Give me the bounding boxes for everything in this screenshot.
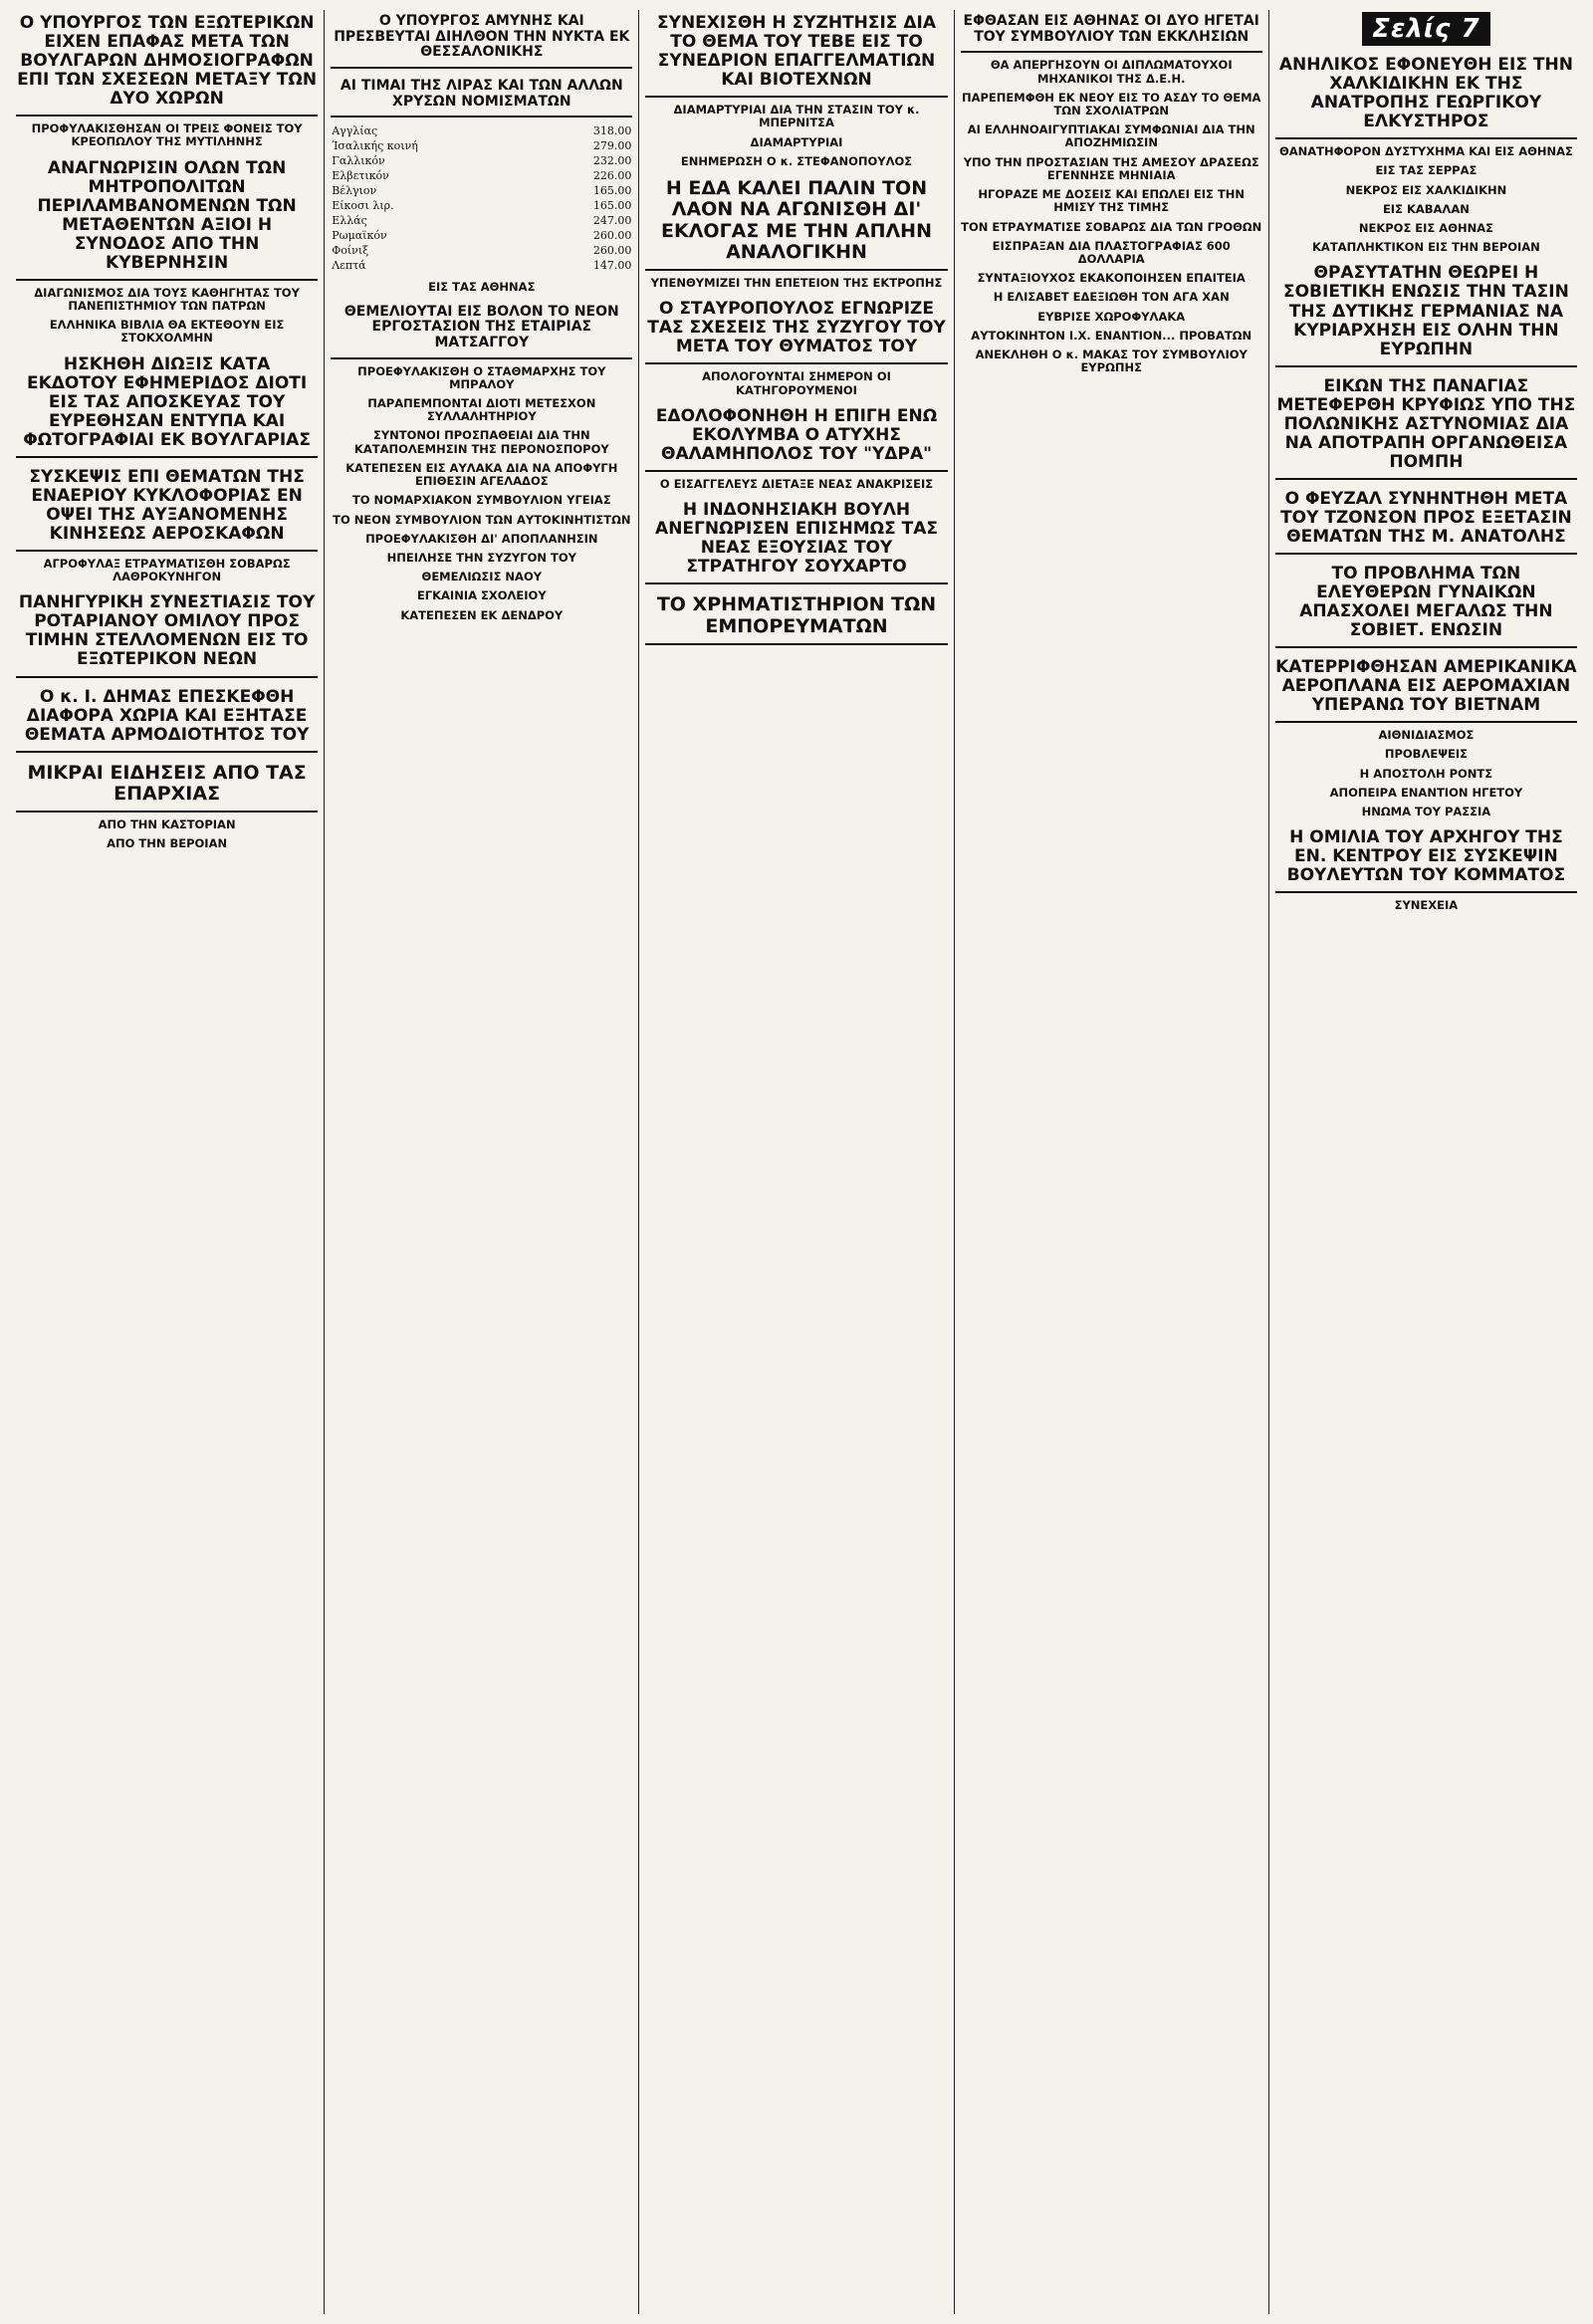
price-label: Αγγλίας bbox=[332, 124, 378, 138]
headline: ΣΥΝΕΧΙΣΘΗ Η ΣΥΖΗΤΗΣΙΣ ΔΙΑ ΤΟ ΘΕΜΑ ΤΟΥ ΤΕΒΕ ΕΙΣ ΤΟ ΣΥΝΕΔΡΙΟΝ ΕΠΑΓΓΕΛΜΑΤΙΩΝ ΚΑΙ ΒΙΟΤΕΧΝΩΝ bbox=[645, 10, 947, 98]
headline: Η ΕΔΑ ΚΑΛΕΙ ΠΑΛΙΝ ΤΟΝ ΛΑΟΝ ΝΑ ΑΓΩΝΙΣΘΗ ΔΙ' ΕΚΛΟΓΑΣ ΜΕ ΤΗΝ ΑΠΛΗΝ ΑΝΑΛΟΓΙΚΗΝ bbox=[645, 174, 947, 271]
subheadline: ΠΡΟΕΦΥΛΑΚΙΣΘΗ ΔΙ' ΑΠΟΠΛΑΝΗΣΙΝ bbox=[365, 531, 598, 546]
column-3 bbox=[639, 10, 954, 2314]
price-value: 165.00 bbox=[592, 184, 632, 198]
price-row bbox=[331, 138, 632, 153]
headline: ΤΟ ΧΡΗΜΑΤΙΣΤΗΡΙΟΝ ΤΩΝ ΕΜΠΟΡΕΥΜΑΤΩΝ bbox=[645, 590, 947, 645]
masthead bbox=[1275, 12, 1577, 46]
headline: ΕΙΚΩΝ ΤΗΣ ΠΑΝΑΓΙΑΣ ΜΕΤΕΦΕΡΘΗ ΚΡΥΦΙΩΣ ΥΠΟ ΤΗΣ ΠΟΛΩΝΙΚΗΣ ΑΣΤΥΝΟΜΙΑΣ ΔΙΑ ΝΑ ΑΠΟΤΡΑΠΗ ΟΡΓΑΝΩΘΕΙΣΑ ΠΟΜΠΗ bbox=[1275, 373, 1577, 480]
price-value: 165.00 bbox=[592, 199, 632, 213]
subheadline: ΣΥΝΤΑΞΙΟΥΧΟΣ ΕΚΑΚΟΠΟΙΗΣΕΝ ΕΠΑΙΤΕΙΑ bbox=[977, 271, 1246, 286]
headline: ΜΙΚΡΑΙ ΕΙΔΗΣΕΙΣ ΑΠΟ ΤΑΣ ΕΠΑΡΧΙΑΣ bbox=[16, 759, 318, 813]
subheadline: ΑΠΟΠΕΙΡΑ ΕΝΑΝΤΙΟΝ ΗΓΕΤΟΥ bbox=[1329, 785, 1523, 800]
subheadline: ΘΕΜΕΛΙΩΣΙΣ ΝΑΟΥ bbox=[421, 570, 543, 584]
price-row bbox=[331, 123, 632, 138]
price-value: 247.00 bbox=[592, 214, 632, 228]
subheadline: ΑΠΟ ΤΗΝ ΒΕΡΟΙΑΝ bbox=[107, 836, 228, 851]
price-label: Λεπτά bbox=[332, 259, 366, 273]
column-1 bbox=[10, 10, 325, 2314]
subheadline: ΕΙΣ ΤΑΣ ΑΘΗΝΑΣ bbox=[428, 280, 536, 295]
subheadline: ΗΓΟΡΑΖΕ ΜΕ ΔΟΣΕΙΣ ΚΑΙ ΕΠΩΛΕΙ ΕΙΣ ΤΗΝ ΗΜΙΣΥ ΤΗΣ ΤΙΜΗΣ bbox=[978, 187, 1245, 215]
headline: ΑΝΑΓΝΩΡΙΣΙΝ ΟΛΩΝ ΤΩΝ ΜΗΤΡΟΠΟΛΙΤΩΝ ΠΕΡΙΛΑΜΒΑΝΟΜΕΝΩΝ ΤΩΝ ΜΕΤΑΘΕΝΤΩΝ ΑΞΙΟΙ Η ΣΥΝΟΔΟΣ ΑΠΟ ΤΗΝ ΚΥΒΕΡΝΗΣΙΝ bbox=[16, 155, 318, 281]
headline: ΣΥΣΚΕΨΙΣ ΕΠΙ ΘΕΜΑΤΩΝ ΤΗΣ ΕΝΑΕΡΙΟΥ ΚΥΚΛΟΦΟΡΙΑΣ ΕΝ ΟΨΕΙ ΤΗΣ ΑΥΞΑΝΟΜΕΝΗΣ ΚΙΝΗΣΕΩΣ ΑΕΡΟΣΚΑΦΩΝ bbox=[16, 464, 318, 552]
subheadline: ΗΠΕΙΛΗΣΕ ΤΗΝ ΣΥΖΥΓΟΝ ΤΟΥ bbox=[386, 551, 576, 565]
headline: ΑΙ ΤΙΜΑΙ ΤΗΣ ΛΙΡΑΣ ΚΑΙ ΤΩΝ ΑΛΛΩΝ ΧΡΥΣΩΝ ΝΟΜΙΣΜΑΤΩΝ bbox=[331, 75, 632, 117]
subheadline: ΝΕΚΡΟΣ ΕΙΣ ΑΘΗΝΑΣ bbox=[1358, 221, 1493, 235]
headline: Ο ΥΠΟΥΡΓΟΣ ΤΩΝ ΕΞΩΤΕΡΙΚΩΝ ΕΙΧΕΝ ΕΠΑΦΑΣ ΜΕΤΑ ΤΩΝ ΒΟΥΛΓΑΡΩΝ ΔΗΜΟΣΙΟΓΡΑΦΩΝ ΕΠΙ ΤΩΝ ΣΧΕΣΕΩΝ ΜΕΤΑΞΥ ΤΩΝ ΔΥΟ ΧΩΡΩΝ bbox=[16, 10, 318, 116]
price-row bbox=[331, 183, 632, 198]
subheadline: ΔΙΑΜΑΡΤΥΡΙΑΙ bbox=[750, 134, 843, 149]
price-label: Είκοσι λιρ. bbox=[332, 199, 394, 213]
subheadline: ΘΑ ΑΠΕΡΓΗΣΟΥΝ ΟΙ ΔΙΠΛΩΜΑΤΟΥΧΟΙ ΜΗΧΑΝΙΚΟΙ ΤΗΣ Δ.Ε.Η. bbox=[990, 58, 1233, 86]
subheadline: ΠΑΡΕΠΕΜΦΘΗ ΕΚ ΝΕΟΥ ΕΙΣ ΤΟ ΑΣΔΥ ΤΟ ΘΕΜΑ ΤΩΝ ΣΧΟΛΙΑΤΡΩΝ bbox=[961, 90, 1261, 117]
subheadline: ΕΙΣΠΡΑΞΑΝ ΔΙΑ ΠΛΑΣΤΟΓΡΑΦΙΑΣ 600 ΔΟΛΛΑΡΙΑ bbox=[992, 238, 1231, 266]
price-label: Ελβετικόν bbox=[332, 169, 389, 183]
subheadline: ΕΝΗΜΕΡΩΣΗ Ο κ. ΣΤΕΦΑΝΟΠΟΥΛΟΣ bbox=[680, 153, 913, 168]
page-label: Σελίς 7 bbox=[1362, 12, 1489, 46]
subheadline: ΑΠΟΛΟΓΟΥΝΤΑΙ ΣΗΜΕΡΟΝ ΟΙ ΚΑΤΗΓΟΡΟΥΜΕΝΟΙ bbox=[702, 369, 891, 397]
headline: Ο κ. Ι. ΔΗΜΑΣ ΕΠΕΣΚΕΦΘΗ ΔΙΑΦΟΡΑ ΧΩΡΙΑ ΚΑΙ ΕΞΗΤΑΣΕ ΘΕΜΑΤΑ ΑΡΜΟΔΙΟΤΗΤΟΣ ΤΟΥ bbox=[16, 684, 318, 753]
price-value: 318.00 bbox=[592, 124, 632, 138]
price-value: 232.00 bbox=[592, 154, 632, 168]
subheadline: ΑΓΡΟΦΥΛΑΞ ΕΤΡΑΥΜΑΤΙΣΘΗ ΣΟΒΑΡΩΣ ΛΑΘΡΟΚΥΝΗΓΟΝ bbox=[43, 556, 291, 584]
subheadline: ΠΡΟΒΛΕΨΕΙΣ bbox=[1384, 747, 1468, 762]
headline: Η ΙΝΔΟΝΗΣΙΑΚΗ ΒΟΥΛΗ ΑΝΕΓΝΩΡΙΣΕΝ ΕΠΙΣΗΜΩΣ ΤΑΣ ΝΕΑΣ ΕΞΟΥΣΙΑΣ ΤΟΥ ΣΤΡΑΤΗΓΟΥ ΣΟΥΧΑΡΤΟ bbox=[645, 497, 947, 584]
subheadline: ΘΑΝΑΤΗΦΟΡΟΝ ΔΥΣΤΥΧΗΜΑ ΚΑΙ ΕΙΣ ΑΘΗΝΑΣ bbox=[1278, 144, 1573, 159]
headline: Ο ΥΠΟΥΡΓΟΣ ΑΜΥΝΗΣ ΚΑΙ ΠΡΕΣΒΕΥΤΑΙ ΔΙΗΛΘΟΝ ΤΗΝ ΝΥΚΤΑ ΕΚ ΘΕΣΣΑΛΟΝΙΚΗΣ bbox=[331, 10, 632, 69]
price-label: Ίσαλικής κοινή bbox=[332, 139, 418, 153]
headline: Η ΟΜΙΛΙΑ ΤΟΥ ΑΡΧΗΓΟΥ ΤΗΣ ΕΝ. ΚΕΝΤΡΟΥ ΕΙΣ ΣΥΣΚΕΨΙΝ ΒΟΥΛΕΥΤΩΝ ΤΟΥ ΚΟΜΜΑΤΟΣ bbox=[1275, 824, 1577, 893]
subheadline: ΕΙΣ ΚΑΒΑΛΑΝ bbox=[1382, 201, 1470, 216]
subheadline: ΚΑΤΕΠΕΣΕΝ ΕΙΣ ΑΥΛΑΚΑ ΔΙΑ ΝΑ ΑΠΟΦΥΓΗ ΕΠΙΘΕΣΙΝ ΑΓΕΛΑΔΟΣ bbox=[345, 460, 618, 489]
subheadline: ΔΙΑΓΩΝΙΣΜΟΣ ΔΙΑ ΤΟΥΣ ΚΑΘΗΓΗΤΑΣ ΤΟΥ ΠΑΝΕΠΙΣΤΗΜΙΟΥ ΤΩΝ ΠΑΤΡΩΝ bbox=[34, 285, 300, 313]
headline: ΘΕΜΕΛΙΟΥΤΑΙ ΕΙΣ ΒΟΛΟΝ ΤΟ ΝΕΟΝ ΕΡΓΟΣΤΑΣΙΟΝ ΤΗΣ ΕΤΑΙΡΙΑΣ ΜΑΤΣΑΓΓΟΥ bbox=[331, 301, 632, 359]
subheadline: ΕΥΒΡΙΣΕ ΧΩΡΟΦΥΛΑΚΑ bbox=[1037, 309, 1186, 324]
column-2 bbox=[325, 10, 639, 2314]
price-row bbox=[331, 168, 632, 183]
subheadline: ΠΑΡΑΠΕΜΠΟΝΤΑΙ ΔΙΟΤΙ ΜΕΤΕΣΧΟΝ ΣΥΛΛΑΛΗΤΗΡΙΟΥ bbox=[367, 396, 596, 424]
headline: Ο ΦΕΥΖΑΛ ΣΥΝΗΝΤΗΘΗ ΜΕΤΑ ΤΟΥ ΤΖΟΝΣΟΝ ΠΡΟΣ ΕΞΕΤΑΣΙΝ ΘΕΜΑΤΩΝ ΤΗΣ Μ. ΑΝΑΤΟΛΗΣ bbox=[1275, 486, 1577, 555]
column-5 bbox=[1269, 10, 1583, 2314]
price-row bbox=[331, 153, 632, 168]
headline: ΚΑΤΕΡΡΙΦΘΗΣΑΝ ΑΜΕΡΙΚΑΝΙΚΑ ΑΕΡΟΠΛΑΝΑ ΕΙΣ ΑΕΡΟΜΑΧΙΑΝ ΥΠΕΡΑΝΩ ΤΟΥ ΒΙΕΤΝΑΜ bbox=[1275, 654, 1577, 723]
subheadline: ΚΑΤΕΠΕΣΕΝ ΕΚ ΔΕΝΔΡΟΥ bbox=[400, 607, 564, 622]
subheadline: ΣΥΝΕΧΕΙΑ bbox=[1394, 898, 1459, 913]
price-label: Ελλάς bbox=[332, 214, 367, 228]
headline: ΕΔΟΛΟΦΟΝΗΘΗ Η ΕΠΙΓΗ ΕΝΩ ΕΚΟΛΥΜΒΑ Ο ΑΤΥΧΗΣ ΘΑΛΑΜΗΠΟΛΟΣ ΤΟΥ "ΥΔΡΑ" bbox=[645, 403, 947, 472]
price-row bbox=[331, 213, 632, 228]
subheadline: ΑΠΟ ΤΗΝ ΚΑΣΤΟΡΙΑΝ bbox=[98, 817, 236, 832]
subheadline: Ο ΕΙΣΑΓΓΕΛΕΥΣ ΔΙΕΤΑΞΕ ΝΕΑΣ ΑΝΑΚΡΙΣΕΙΣ bbox=[659, 476, 934, 491]
subheadline: ΕΓΚΑΙΝΙΑ ΣΧΟΛΕΙΟΥ bbox=[416, 588, 547, 603]
subheadline: ΥΠΟ ΤΗΝ ΠΡΟΣΤΑΣΙΑΝ ΤΗΣ ΑΜΕΣΟΥ ΔΡΑΣΕΩΣ ΕΓΕΝΝΗΣΕ ΜΗΝΙΑΙΑ bbox=[963, 154, 1259, 182]
price-label: Βέλγιον bbox=[332, 184, 377, 198]
subheadline: Η ΕΛΙΣΑΒΕΤ ΕΔΕΞΙΩΘΗ ΤΟΝ ΑΓΑ ΧΑΝ bbox=[993, 290, 1230, 305]
subheadline: ΑΙ ΕΛΛΗΝΟΑΙΓΥΠΤΙΑΚΑΙ ΣΥΜΦΩΝΙΑΙ ΔΙΑ ΤΗΝ ΑΠΟΖΗΜΙΩΣΙΝ bbox=[967, 122, 1255, 150]
price-value: 226.00 bbox=[592, 169, 632, 183]
subheadline: ΤΟΝ ΕΤΡΑΥΜΑΤΙΣΕ ΣΟΒΑΡΩΣ ΔΙΑ ΤΩΝ ΓΡΟΘΩΝ bbox=[961, 219, 1262, 234]
price-value: 260.00 bbox=[592, 244, 632, 258]
subheadline: Η ΑΠΟΣΤΟΛΗ ΡΟΝΤΣ bbox=[1359, 766, 1493, 781]
headline: ΕΦΘΑΣΑΝ ΕΙΣ ΑΘΗΝΑΣ ΟΙ ΔΥΟ ΗΓΕΤΑΙ ΤΟΥ ΣΥΜΒΟΥΛΙΟΥ ΤΩΝ ΕΚΚΛΗΣΙΩΝ bbox=[961, 10, 1262, 53]
subheadline: ΣΥΝΤΟΝΟΙ ΠΡΟΣΠΑΘΕΙΑΙ ΔΙΑ ΤΗΝ ΚΑΤΑΠΟΛΕΜΗΣΙΝ ΤΗΣ ΠΕΡΟΝΟΣΠΟΡΟΥ bbox=[353, 428, 609, 456]
subheadline: ΕΙΣ ΤΑΣ ΣΕΡΡΑΣ bbox=[1375, 163, 1478, 178]
columns bbox=[10, 10, 1583, 2314]
headline: ΑΝΗΛΙΚΟΣ ΕΦΟΝΕΥΘΗ ΕΙΣ ΤΗΝ ΧΑΛΚΙΔΙΚΗΝ ΕΚ ΤΗΣ ΑΝΑΤΡΟΠΗΣ ΓΕΩΡΓΙΚΟΥ ΕΛΚΥΣΤΗΡΟΣ bbox=[1275, 52, 1577, 139]
headline: Ο ΣΤΑΥΡΟΠΟΥΛΟΣ ΕΓΝΩΡΙΖΕ ΤΑΣ ΣΧΕΣΕΙΣ ΤΗΣ ΣΥΖΥΓΟΥ ΤΟΥ ΜΕΤΑ ΤΟΥ ΘΥΜΑΤΟΣ ΤΟΥ bbox=[645, 296, 947, 364]
headline: ΤΟ ΠΡΟΒΛΗΜΑ ΤΩΝ ΕΛΕΥΘΕΡΩΝ ΓΥΝΑΙΚΩΝ ΑΠΑΣΧΟΛΕΙ ΜΕΓΑΛΩΣ ΤΗΝ ΣΟΒΙΕΤ. ΕΝΩΣΙΝ bbox=[1275, 561, 1577, 648]
price-label: Φοίνιξ bbox=[332, 244, 369, 258]
subheadline: ΚΑΤΑΠΛΗΚΤΙΚΟΝ ΕΙΣ ΤΗΝ ΒΕΡΟΙΑΝ bbox=[1312, 240, 1540, 255]
price-value: 147.00 bbox=[592, 259, 632, 273]
price-label: Γαλλικόν bbox=[332, 154, 385, 168]
subheadline: ΕΛΛΗΝΙΚΑ ΒΙΒΛΙΑ ΘΑ ΕΚΤΕΘΟΥΝ ΕΙΣ ΣΤΟΚΧΟΛΜΗΝ bbox=[49, 318, 285, 346]
subheadline: ΠΡΟΦΥΛΑΚΙΣΘΗΣΑΝ ΟΙ ΤΡΕΙΣ ΦΟΝΕΙΣ ΤΟΥ ΚΡΕΟΠΩΛΟΥ ΤΗΣ ΜΥΤΙΛΗΝΗΣ bbox=[31, 121, 303, 149]
price-value: 279.00 bbox=[592, 139, 632, 153]
price-row bbox=[331, 258, 632, 273]
price-label: Ρωμαϊκόν bbox=[332, 229, 387, 243]
price-value: 260.00 bbox=[592, 229, 632, 243]
subheadline: ΝΕΚΡΟΣ ΕΙΣ ΧΑΛΚΙΔΙΚΗΝ bbox=[1345, 182, 1507, 197]
price-row bbox=[331, 198, 632, 213]
price-row bbox=[331, 243, 632, 258]
headline: ΗΣΚΗΘΗ ΔΙΩΞΙΣ ΚΑΤΑ ΕΚΔΟΤΟΥ ΕΦΗΜΕΡΙΔΟΣ ΔΙΟΤΙ ΕΙΣ ΤΑΣ ΑΠΟΣΚΕΥΑΣ ΤΟΥ ΕΥΡΕΘΗΣΑΝ ΕΝΤΥΠΑ ΚΑΙ ΦΩΤΟΓΡΑΦΙΑΙ ΕΚ ΒΟΥΛΓΑΡΙΑΣ bbox=[16, 351, 318, 458]
headline: ΠΑΝΗΓΥΡΙΚΗ ΣΥΝΕΣΤΙΑΣΙΣ ΤΟΥ ΡΟΤΑΡΙΑΝΟΥ ΟΜΙΛΟΥ ΠΡΟΣ ΤΙΜΗΝ ΣΤΕΛΛΟΜΕΝΩΝ ΕΙΣ ΤΟ ΕΞΩΤΕΡΙΚΟΝ ΝΕΩΝ bbox=[16, 589, 318, 677]
price-row bbox=[331, 228, 632, 243]
subheadline: ΑΝΕΚΛΗΘΗ Ο κ. ΜΑΚΑΣ ΤΟΥ ΣΥΜΒΟΥΛΙΟΥ ΕΥΡΩΠΗΣ bbox=[975, 348, 1248, 375]
subheadline: ΔΙΑΜΑΡΤΥΡΙΑΙ ΔΙΑ ΤΗΝ ΣΤΑΣΙΝ ΤΟΥ κ. ΜΠΕΡΝΙΤΣΑ bbox=[673, 103, 920, 130]
subheadline: ΥΠΕΝΘΥΜΙΖΕΙ ΤΗΝ ΕΠΕΤΕΙΟΝ ΤΗΣ ΕΚΤΡΟΠΗΣ bbox=[650, 276, 943, 291]
subheadline: ΠΡΟΕΦΥΛΑΚΙΣΘΗ Ο ΣΤΑΘΜΑΡΧΗΣ ΤΟΥ ΜΠΡΑΛΟΥ bbox=[357, 363, 606, 391]
price-table bbox=[331, 123, 632, 273]
subheadline: ΑΥΤΟΚΙΝΗΤΟΝ Ι.Χ. ΕΝΑΝΤΙΟΝ... ΠΡΟΒΑΤΩΝ bbox=[971, 328, 1252, 343]
headline: ΘΡΑΣΥΤΑΤΗΝ ΘΕΩΡΕΙ Η ΣΟΒΙΕΤΙΚΗ ΕΝΩΣΙΣ ΤΗΝ ΤΑΣΙΝ ΤΗΣ ΔΥΤΙΚΗΣ ΓΕΡΜΑΝΙΑΣ ΝΑ ΚΥΡΙΑΡΧΗΣΗ ΕΙΣ ΟΛΗΝ ΤΗΝ ΕΥΡΩΠΗΝ bbox=[1275, 260, 1577, 366]
subheadline: ΗΝΩΜΑ ΤΟΥ ΡΑΣΣΙΑ bbox=[1361, 804, 1491, 818]
subheadline: ΤΟ ΝΟΜΑΡΧΙΑΚΟΝ ΣΥΜΒΟΥΛΙΟΝ ΥΓΕΙΑΣ bbox=[351, 493, 611, 508]
column-4 bbox=[955, 10, 1269, 2314]
subheadline: ΑΙΘΝΙΔΙΑΣΜΟΣ bbox=[1378, 728, 1475, 743]
subheadline: ΤΟ ΝΕΟΝ ΣΥΜΒΟΥΛΙΟΝ ΤΩΝ ΑΥΤΟΚΙΝΗΤΙΣΤΩΝ bbox=[333, 512, 631, 527]
